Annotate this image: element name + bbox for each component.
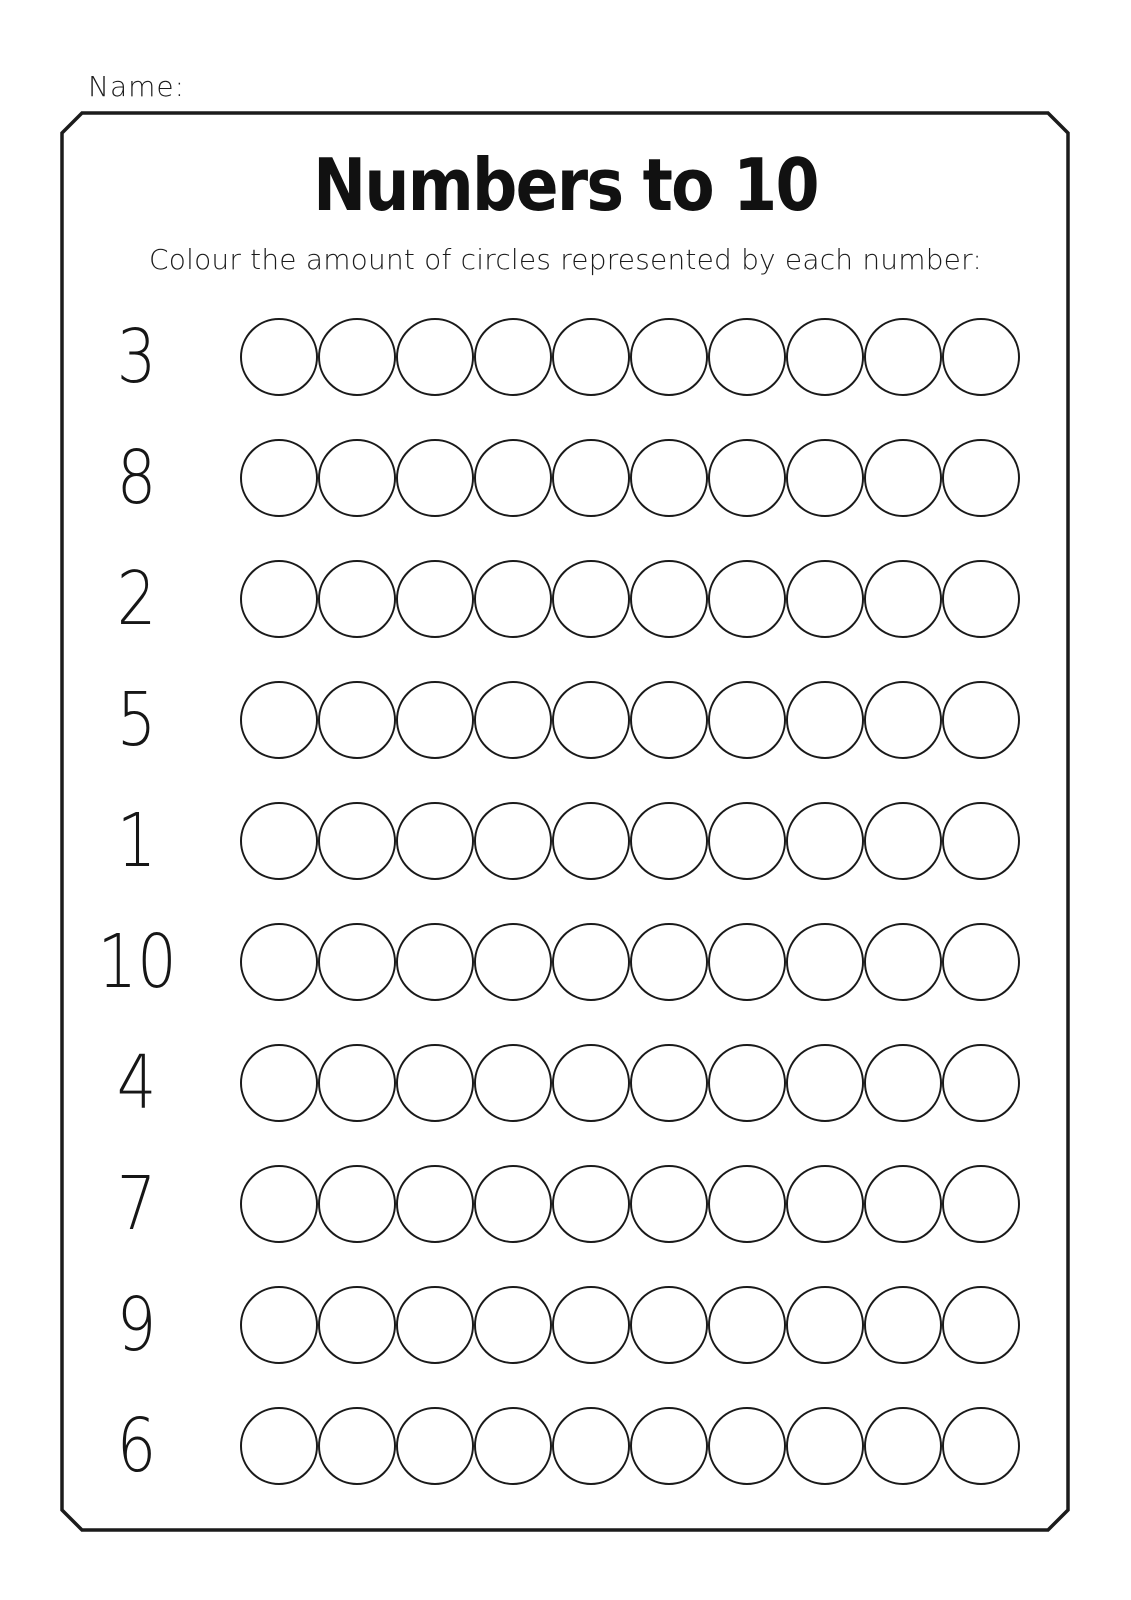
row-number: 6 (117, 1402, 157, 1489)
colour-circle[interactable] (630, 1044, 708, 1122)
colour-circle[interactable] (240, 802, 318, 880)
colour-circle[interactable] (942, 1044, 1020, 1122)
colour-circle[interactable] (240, 923, 318, 1001)
row-number: 7 (117, 1160, 157, 1247)
colour-circle[interactable] (474, 681, 552, 759)
row-number-cell (62, 1160, 240, 1247)
row-circles (240, 1407, 1020, 1485)
number-row (62, 296, 1068, 417)
colour-circle[interactable] (552, 923, 630, 1001)
colour-circle[interactable] (474, 1165, 552, 1243)
colour-circle[interactable] (864, 560, 942, 638)
row-circles (240, 802, 1020, 880)
colour-circle[interactable] (942, 1286, 1020, 1364)
colour-circle[interactable] (786, 923, 864, 1001)
colour-circle[interactable] (630, 802, 708, 880)
colour-circle[interactable] (942, 681, 1020, 759)
row-number: 8 (117, 434, 157, 521)
row-number-cell (62, 1402, 240, 1489)
colour-circle[interactable] (474, 439, 552, 517)
colour-circle[interactable] (552, 1286, 630, 1364)
colour-circle[interactable] (552, 560, 630, 638)
colour-circle[interactable] (552, 439, 630, 517)
colour-circle[interactable] (318, 1286, 396, 1364)
row-circles (240, 681, 1020, 759)
colour-circle[interactable] (708, 318, 786, 396)
colour-circle[interactable] (864, 1407, 942, 1485)
colour-circle[interactable] (552, 318, 630, 396)
colour-circle[interactable] (942, 560, 1020, 638)
instruction-text: Colour the amount of circles represented by each number: (149, 243, 982, 276)
number-row (62, 1385, 1068, 1506)
colour-circle[interactable] (240, 681, 318, 759)
colour-circle[interactable] (240, 1286, 318, 1364)
colour-circle[interactable] (786, 560, 864, 638)
page-title: Numbers to 10 (313, 143, 818, 227)
row-circles (240, 923, 1020, 1001)
row-circles (240, 560, 1020, 638)
number-row (62, 538, 1068, 659)
colour-circle[interactable] (864, 439, 942, 517)
colour-circle[interactable] (474, 560, 552, 638)
row-number: 5 (117, 676, 157, 763)
colour-circle[interactable] (318, 923, 396, 1001)
colour-circle[interactable] (708, 560, 786, 638)
colour-circle[interactable] (240, 439, 318, 517)
colour-circle[interactable] (630, 1407, 708, 1485)
colour-circle[interactable] (942, 318, 1020, 396)
colour-circle[interactable] (552, 1165, 630, 1243)
colour-circle[interactable] (474, 318, 552, 396)
colour-circle[interactable] (318, 1407, 396, 1485)
colour-circle[interactable] (552, 802, 630, 880)
colour-circle[interactable] (552, 681, 630, 759)
colour-circle[interactable] (786, 439, 864, 517)
colour-circle[interactable] (630, 318, 708, 396)
row-number-cell (62, 313, 240, 400)
colour-circle[interactable] (708, 1165, 786, 1243)
colour-circle[interactable] (240, 560, 318, 638)
colour-circle[interactable] (318, 802, 396, 880)
colour-circle[interactable] (864, 1044, 942, 1122)
row-number: 4 (117, 1039, 157, 1126)
number-row (62, 780, 1068, 901)
colour-circle[interactable] (942, 923, 1020, 1001)
row-number-cell (62, 555, 240, 642)
colour-circle[interactable] (396, 318, 474, 396)
colour-circle[interactable] (864, 318, 942, 396)
colour-circle[interactable] (396, 802, 474, 880)
number-row (62, 1022, 1068, 1143)
row-circles (240, 1286, 1020, 1364)
number-row (62, 1143, 1068, 1264)
row-circles (240, 318, 1020, 396)
colour-circle[interactable] (786, 1165, 864, 1243)
colour-circle[interactable] (630, 923, 708, 1001)
row-number: 2 (117, 555, 157, 642)
colour-circle[interactable] (318, 439, 396, 517)
colour-circle[interactable] (864, 1286, 942, 1364)
colour-circle[interactable] (474, 1044, 552, 1122)
colour-circle[interactable] (786, 1407, 864, 1485)
colour-circle[interactable] (630, 1165, 708, 1243)
colour-circle[interactable] (240, 1044, 318, 1122)
colour-circle[interactable] (630, 560, 708, 638)
colour-circle[interactable] (630, 1286, 708, 1364)
row-number-cell (62, 918, 240, 1005)
colour-circle[interactable] (240, 318, 318, 396)
colour-circle[interactable] (786, 681, 864, 759)
row-number-cell (62, 1039, 240, 1126)
colour-circle[interactable] (396, 923, 474, 1001)
row-number-cell (62, 676, 240, 763)
colour-circle[interactable] (396, 1165, 474, 1243)
row-number-cell (62, 797, 240, 884)
row-circles (240, 1165, 1020, 1243)
colour-circle[interactable] (240, 1165, 318, 1243)
colour-circle[interactable] (318, 681, 396, 759)
row-circles (240, 1044, 1020, 1122)
colour-circle[interactable] (396, 1407, 474, 1485)
colour-circle[interactable] (396, 681, 474, 759)
colour-circle[interactable] (942, 1165, 1020, 1243)
colour-circle[interactable] (708, 923, 786, 1001)
colour-circle[interactable] (630, 439, 708, 517)
colour-circle[interactable] (708, 1286, 786, 1364)
colour-circle[interactable] (552, 1044, 630, 1122)
colour-circle[interactable] (474, 1407, 552, 1485)
colour-circle[interactable] (942, 802, 1020, 880)
row-number-cell (62, 1281, 240, 1368)
colour-circle[interactable] (708, 1044, 786, 1122)
colour-circle[interactable] (864, 923, 942, 1001)
colour-circle[interactable] (708, 802, 786, 880)
colour-circle[interactable] (318, 1044, 396, 1122)
colour-circle[interactable] (474, 1286, 552, 1364)
number-row (62, 1264, 1068, 1385)
colour-circle[interactable] (786, 802, 864, 880)
row-number: 1 (117, 797, 157, 884)
row-circles (240, 439, 1020, 517)
number-row (62, 659, 1068, 780)
row-number: 3 (117, 313, 157, 400)
colour-circle[interactable] (552, 1407, 630, 1485)
colour-circle[interactable] (318, 318, 396, 396)
number-row (62, 901, 1068, 1022)
colour-circle[interactable] (942, 1407, 1020, 1485)
rows-container (62, 296, 1068, 1506)
row-number-cell (62, 434, 240, 521)
colour-circle[interactable] (864, 1165, 942, 1243)
colour-circle[interactable] (474, 923, 552, 1001)
colour-circle[interactable] (786, 1044, 864, 1122)
colour-circle[interactable] (474, 802, 552, 880)
colour-circle[interactable] (240, 1407, 318, 1485)
colour-circle[interactable] (318, 1165, 396, 1243)
name-label: Name: (88, 70, 186, 103)
colour-circle[interactable] (708, 1407, 786, 1485)
colour-circle[interactable] (318, 560, 396, 638)
colour-circle[interactable] (864, 802, 942, 880)
colour-circle[interactable] (864, 681, 942, 759)
colour-circle[interactable] (786, 1286, 864, 1364)
colour-circle[interactable] (396, 1286, 474, 1364)
colour-circle[interactable] (396, 1044, 474, 1122)
colour-circle[interactable] (396, 560, 474, 638)
row-number: 10 (97, 918, 177, 1005)
colour-circle[interactable] (396, 439, 474, 517)
colour-circle[interactable] (708, 439, 786, 517)
number-row (62, 417, 1068, 538)
colour-circle[interactable] (630, 681, 708, 759)
colour-circle[interactable] (786, 318, 864, 396)
row-number: 9 (117, 1281, 157, 1368)
colour-circle[interactable] (942, 439, 1020, 517)
colour-circle[interactable] (708, 681, 786, 759)
